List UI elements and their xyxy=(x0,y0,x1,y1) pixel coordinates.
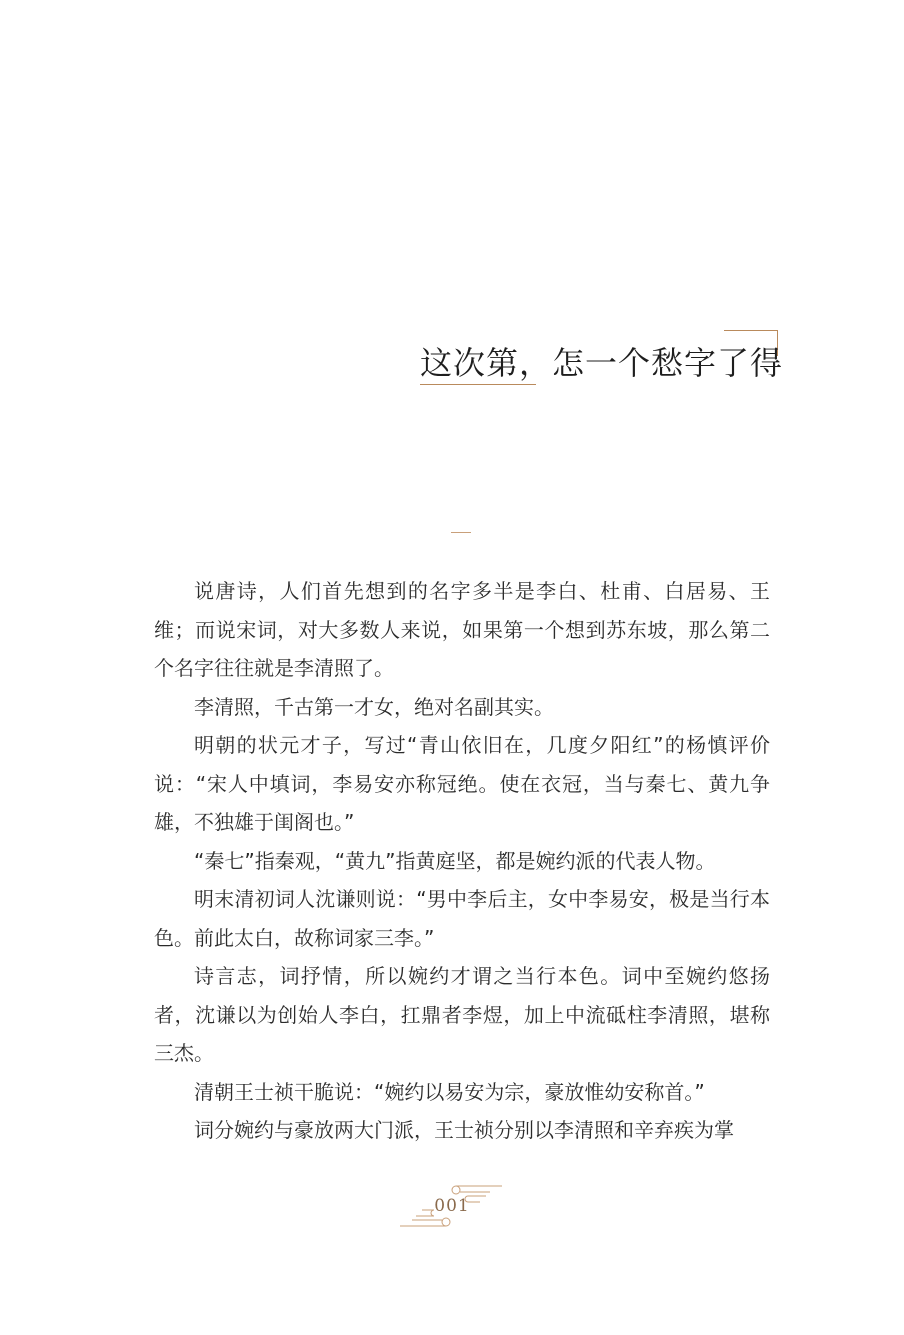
page-number-ornament xyxy=(390,1180,514,1232)
paragraph: 李清照，千古第一才女，绝对名副其实。 xyxy=(194,694,554,719)
body-text xyxy=(154,572,770,1150)
title-underline xyxy=(420,384,536,385)
paragraph: 清朝王士祯干脆说：“婉约以易安为宗，豪放惟幼安称首。” xyxy=(194,1079,705,1104)
paragraph: 词分婉约与豪放两大门派，王士祯分别以李清照和辛弃疾为掌 xyxy=(194,1118,734,1142)
paragraph: 明朝的状元才子，写过“青山依旧在，几度夕阳红”的杨慎评价说：“宋人中填词，李易安亦称冠绝。使在衣冠，当与秦七、黄九争雄，不独雄于闺阁也。” xyxy=(154,733,770,834)
chapter-title: 这次第，怎一个愁字了得 xyxy=(420,344,784,382)
paragraph: “秦七”指秦观，“黄九”指黄庭坚，都是婉约派的代表人物。 xyxy=(194,848,716,873)
page-number: 001 xyxy=(434,1196,470,1216)
paragraph: 说唐诗，人们首先想到的名字多半是李白、杜甫、白居易、王维；而说宋词，对大多数人来说，如果第一个想到苏东坡，那么第二个名字往往就是李清照了。 xyxy=(154,579,770,680)
title-corner-line-horizontal xyxy=(724,330,778,331)
paragraph: 诗言志，词抒情，所以婉约才谓之当行本色。词中至婉约悠扬者，沈谦以为创始人李白，扛鼎者李煜，加上中流砥柱李清照，堪称三杰。 xyxy=(154,964,770,1065)
section-divider-dash xyxy=(451,532,471,533)
paragraph: 明末清初词人沈谦则说：“男中李后主，女中李易安，极是当行本色。前此太白，故称词家三李。” xyxy=(154,887,770,950)
